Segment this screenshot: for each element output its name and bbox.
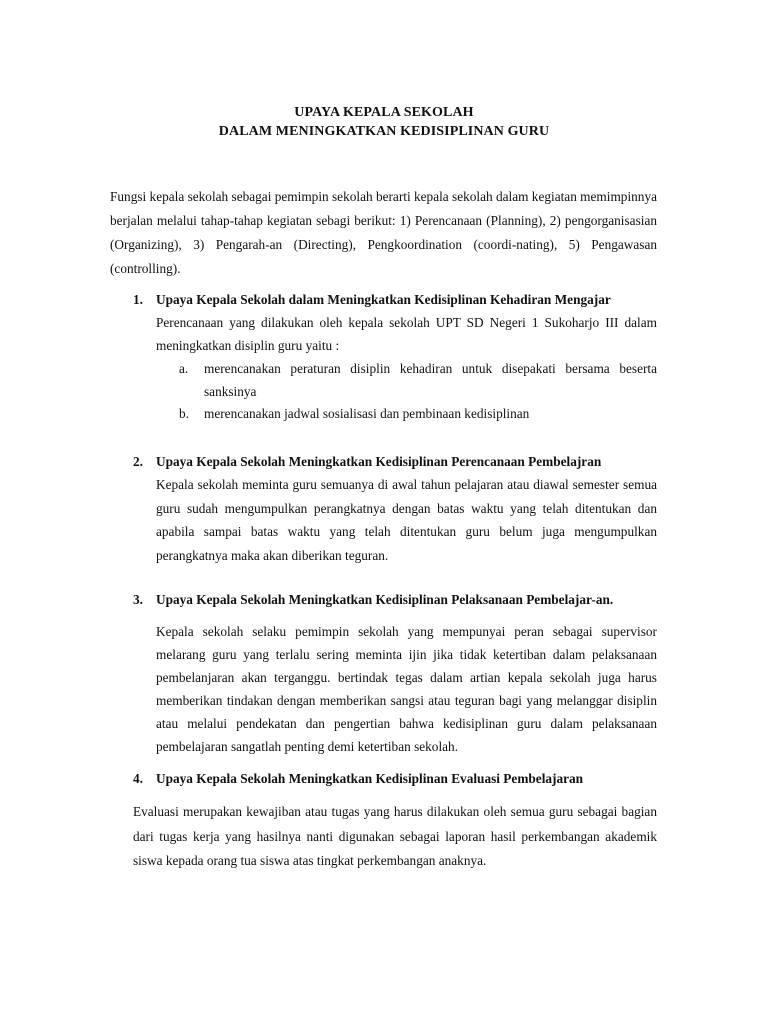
section-3-heading (133, 588, 673, 611)
section-2-number: 2. (133, 454, 143, 469)
section-3-number: 3. (133, 592, 143, 607)
section-4-number: 4. (133, 771, 143, 786)
section-1-heading (133, 288, 673, 311)
item-b-text: merencanakan jadwal sosialisasi dan pembinaan kedisiplinan (204, 406, 530, 421)
title-line-1: UPAYA KEPALA SEKOLAH (294, 105, 474, 120)
item-b-letter: b. (179, 406, 189, 421)
document-title (0, 103, 768, 141)
section-1-number: 1. (133, 292, 143, 307)
section-2-body: Kepala sekolah meminta guru semuanya di awal tahun pelajaran atau diawal semester semua guru sudah mengumpulkan perangkatnya dengan batas waktu yang telah ditentukan dan apabila sampai batas waktu yang telah ditentukan guru belum juga mengumpulkan perangkatnya maka akan diberikan teguran. (156, 477, 657, 563)
section-2-heading (133, 450, 673, 473)
section-4-title: Upaya Kepala Sekolah Meningkatkan Kedisiplinan Evaluasi Pembelajaran (156, 771, 584, 786)
section-4-body: Evaluasi merupakan kewajiban atau tugas yang harus dilakukan oleh semua guru sebagai bagian dari tugas kerja yang hasilnya nanti digunakan sebagai laporan hasil perkembangan akademik siswa kepada orang tua siswa atas tingkat perkembangan anaknya. (133, 804, 657, 868)
section-3-body: Kepala sekolah selaku pemimpin sekolah yang mempunyai peran sebagai supervisor melarang guru yang terlalu sering meminta ijin jika tidak ketertiban dalam pelaksanaan pembelanjaran akan terganggu. bertindak tegas dalam artian kepala sekolah juga harus memberikan tindakan dengan memberikan sangsi atau teguran bagi yang melanggar disiplin atau melalui pendekatan dan pengertian bahwa kedisiplinan guru dalam pelaksanaan pembelajaran sangatlah penting demi ketertiban sekolah. (156, 624, 657, 754)
section-1-body: Perencanaan yang dilakukan oleh kepala sekolah UPT SD Negeri 1 Sukoharjo III dalam meningkatkan disiplin guru yaitu : (156, 315, 657, 353)
item-a-text: merencanakan peraturan disiplin kehadiran untuk disepakati bersama beserta sanksinya (204, 361, 657, 400)
section-1-title: Upaya Kepala Sekolah dalam Meningkatkan Kedisiplinan Kehadiran Mengajar (156, 292, 611, 307)
item-a-letter: a. (179, 361, 189, 376)
title-line-2: DALAM MENINGKATKAN KEDISIPLINAN GURU (218, 124, 550, 139)
section-2-title: Upaya Kepala Sekolah Meningkatkan Kedisiplinan Perencanaan Pembelajran (156, 454, 602, 469)
section-3-title: Upaya Kepala Sekolah Meningkatkan Kedisiplinan Pelaksanaan Pembelajar-an. (156, 592, 614, 607)
intro-paragraph: Fungsi kepala sekolah sebagai pemimpin sekolah berarti kepala sekolah dalam kegiatan memimpinnya berjalan melalui tahap-tahap kegiatan sebagi berikut: 1) Perencanaan (Planning), 2) pengorganisasian (Organizing), 3) Pengarah-an (Directing), Pengkoordination (coordi-nating), 5) Pengawasan (controlling). (110, 189, 657, 276)
section-4-heading (133, 767, 673, 790)
